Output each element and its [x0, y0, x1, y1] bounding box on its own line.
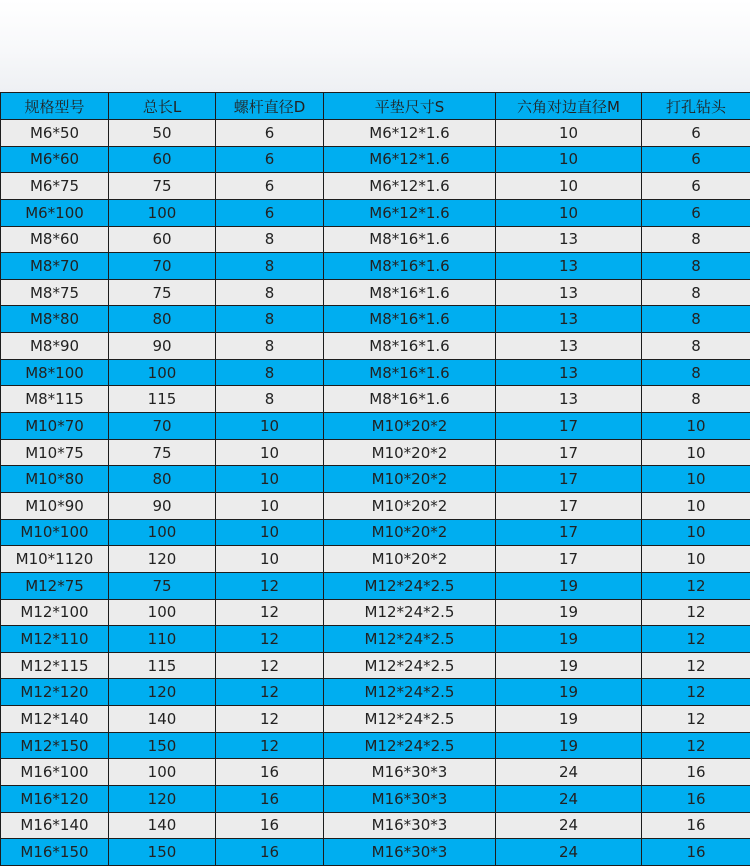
header-total-length: 总长L: [109, 93, 216, 120]
model-cell: M6*50: [1, 120, 109, 147]
model-cell: M8*80: [1, 306, 109, 333]
hex-width-cell: 10: [496, 173, 642, 200]
model-cell: M12*75: [1, 572, 109, 599]
total-length-cell: 75: [109, 439, 216, 466]
washer-size-cell: M12*24*2.5: [324, 732, 496, 759]
model-cell: M16*120: [1, 786, 109, 813]
table-row: [1, 146, 750, 173]
screw-diameter-cell: 16: [216, 839, 324, 866]
screw-diameter-cell: 6: [216, 199, 324, 226]
screw-diameter-cell: 8: [216, 386, 324, 413]
drill-bit-cell: 6: [642, 199, 750, 226]
table-row: [1, 279, 750, 306]
washer-size-cell: M6*12*1.6: [324, 199, 496, 226]
washer-size-cell: M10*20*2: [324, 466, 496, 493]
model-cell: M10*90: [1, 492, 109, 519]
screw-diameter-cell: 12: [216, 652, 324, 679]
washer-size-cell: M8*16*1.6: [324, 333, 496, 360]
drill-bit-cell: 8: [642, 359, 750, 386]
screw-diameter-cell: 10: [216, 413, 324, 440]
washer-size-cell: M8*16*1.6: [324, 359, 496, 386]
model-cell: M8*70: [1, 253, 109, 280]
drill-bit-cell: 12: [642, 706, 750, 733]
model-cell: M12*115: [1, 652, 109, 679]
total-length-cell: 50: [109, 120, 216, 147]
table-row: [1, 359, 750, 386]
model-cell: M16*140: [1, 812, 109, 839]
screw-diameter-cell: 12: [216, 679, 324, 706]
screw-diameter-cell: 16: [216, 759, 324, 786]
model-cell: M8*100: [1, 359, 109, 386]
drill-bit-cell: 10: [642, 546, 750, 573]
table-row: [1, 839, 750, 866]
drill-bit-cell: 6: [642, 120, 750, 147]
hex-width-cell: 13: [496, 253, 642, 280]
table-row: [1, 519, 750, 546]
model-cell: M16*100: [1, 759, 109, 786]
header-hex-width: 六角对边直径M: [496, 93, 642, 120]
total-length-cell: 150: [109, 839, 216, 866]
hex-width-cell: 19: [496, 572, 642, 599]
total-length-cell: 60: [109, 146, 216, 173]
screw-diameter-cell: 6: [216, 146, 324, 173]
table-row: [1, 253, 750, 280]
table-row: [1, 386, 750, 413]
total-length-cell: 75: [109, 173, 216, 200]
washer-size-cell: M12*24*2.5: [324, 706, 496, 733]
table-row: [1, 439, 750, 466]
table-row: [1, 333, 750, 360]
washer-size-cell: M12*24*2.5: [324, 572, 496, 599]
total-length-cell: 140: [109, 706, 216, 733]
total-length-cell: 120: [109, 786, 216, 813]
hex-width-cell: 19: [496, 732, 642, 759]
total-length-cell: 140: [109, 812, 216, 839]
table-row: [1, 413, 750, 440]
table-row: [1, 812, 750, 839]
screw-diameter-cell: 10: [216, 519, 324, 546]
washer-size-cell: M16*30*3: [324, 786, 496, 813]
screw-diameter-cell: 12: [216, 572, 324, 599]
model-cell: M16*150: [1, 839, 109, 866]
hex-width-cell: 19: [496, 706, 642, 733]
screw-diameter-cell: 16: [216, 786, 324, 813]
hex-width-cell: 10: [496, 120, 642, 147]
hex-width-cell: 13: [496, 359, 642, 386]
table-row: [1, 120, 750, 147]
drill-bit-cell: 12: [642, 652, 750, 679]
model-cell: M12*150: [1, 732, 109, 759]
screw-diameter-cell: 16: [216, 812, 324, 839]
hex-width-cell: 19: [496, 599, 642, 626]
drill-bit-cell: 16: [642, 839, 750, 866]
hex-width-cell: 17: [496, 439, 642, 466]
hex-width-cell: 19: [496, 626, 642, 653]
screw-diameter-cell: 10: [216, 492, 324, 519]
model-cell: M6*75: [1, 173, 109, 200]
screw-diameter-cell: 8: [216, 226, 324, 253]
header-row: [1, 93, 750, 120]
table-row: [1, 732, 750, 759]
drill-bit-cell: 10: [642, 439, 750, 466]
total-length-cell: 100: [109, 759, 216, 786]
header-screw-diameter: 螺杆直径D: [216, 93, 324, 120]
drill-bit-cell: 6: [642, 146, 750, 173]
hex-width-cell: 17: [496, 492, 642, 519]
model-cell: M12*140: [1, 706, 109, 733]
table-row: [1, 572, 750, 599]
total-length-cell: 80: [109, 466, 216, 493]
top-background-band: [0, 0, 750, 92]
total-length-cell: 110: [109, 626, 216, 653]
drill-bit-cell: 6: [642, 173, 750, 200]
screw-diameter-cell: 6: [216, 173, 324, 200]
washer-size-cell: M8*16*1.6: [324, 386, 496, 413]
total-length-cell: 60: [109, 226, 216, 253]
hex-width-cell: 24: [496, 759, 642, 786]
hex-width-cell: 19: [496, 679, 642, 706]
washer-size-cell: M12*24*2.5: [324, 599, 496, 626]
drill-bit-cell: 16: [642, 812, 750, 839]
screw-diameter-cell: 8: [216, 279, 324, 306]
drill-bit-cell: 8: [642, 306, 750, 333]
drill-bit-cell: 8: [642, 333, 750, 360]
hex-width-cell: 17: [496, 546, 642, 573]
total-length-cell: 115: [109, 386, 216, 413]
model-cell: M10*1120: [1, 546, 109, 573]
table-row: [1, 652, 750, 679]
washer-size-cell: M6*12*1.6: [324, 146, 496, 173]
model-cell: M6*100: [1, 199, 109, 226]
model-cell: M8*90: [1, 333, 109, 360]
total-length-cell: 100: [109, 199, 216, 226]
table-row: [1, 199, 750, 226]
screw-diameter-cell: 8: [216, 306, 324, 333]
washer-size-cell: M10*20*2: [324, 492, 496, 519]
hex-width-cell: 17: [496, 466, 642, 493]
spec-table-body: [1, 120, 750, 866]
table-row: [1, 466, 750, 493]
model-cell: M12*120: [1, 679, 109, 706]
screw-diameter-cell: 10: [216, 439, 324, 466]
screw-diameter-cell: 10: [216, 546, 324, 573]
total-length-cell: 70: [109, 253, 216, 280]
total-length-cell: 100: [109, 359, 216, 386]
washer-size-cell: M10*20*2: [324, 546, 496, 573]
hex-width-cell: 13: [496, 226, 642, 253]
total-length-cell: 100: [109, 599, 216, 626]
screw-diameter-cell: 8: [216, 253, 324, 280]
spec-table-header: [1, 93, 750, 120]
table-row: [1, 759, 750, 786]
screw-diameter-cell: 12: [216, 706, 324, 733]
drill-bit-cell: 12: [642, 599, 750, 626]
total-length-cell: 70: [109, 413, 216, 440]
hex-width-cell: 24: [496, 812, 642, 839]
hex-width-cell: 19: [496, 652, 642, 679]
table-row: [1, 786, 750, 813]
washer-size-cell: M10*20*2: [324, 413, 496, 440]
drill-bit-cell: 8: [642, 386, 750, 413]
hex-width-cell: 13: [496, 386, 642, 413]
screw-diameter-cell: 12: [216, 626, 324, 653]
total-length-cell: 150: [109, 732, 216, 759]
washer-size-cell: M10*20*2: [324, 439, 496, 466]
model-cell: M10*70: [1, 413, 109, 440]
hex-width-cell: 10: [496, 199, 642, 226]
washer-size-cell: M8*16*1.6: [324, 226, 496, 253]
screw-diameter-cell: 8: [216, 333, 324, 360]
washer-size-cell: M12*24*2.5: [324, 626, 496, 653]
screw-diameter-cell: 10: [216, 466, 324, 493]
drill-bit-cell: 12: [642, 732, 750, 759]
screw-diameter-cell: 6: [216, 120, 324, 147]
drill-bit-cell: 8: [642, 226, 750, 253]
drill-bit-cell: 10: [642, 413, 750, 440]
model-cell: M6*60: [1, 146, 109, 173]
washer-size-cell: M12*24*2.5: [324, 652, 496, 679]
total-length-cell: 75: [109, 572, 216, 599]
total-length-cell: 90: [109, 492, 216, 519]
washer-size-cell: M8*16*1.6: [324, 253, 496, 280]
drill-bit-cell: 16: [642, 759, 750, 786]
hex-width-cell: 17: [496, 413, 642, 440]
model-cell: M12*100: [1, 599, 109, 626]
washer-size-cell: M6*12*1.6: [324, 173, 496, 200]
table-row: [1, 546, 750, 573]
washer-size-cell: M8*16*1.6: [324, 306, 496, 333]
drill-bit-cell: 10: [642, 466, 750, 493]
table-row: [1, 626, 750, 653]
drill-bit-cell: 12: [642, 679, 750, 706]
hex-width-cell: 13: [496, 333, 642, 360]
drill-bit-cell: 8: [642, 279, 750, 306]
table-row: [1, 599, 750, 626]
drill-bit-cell: 12: [642, 626, 750, 653]
model-cell: M8*60: [1, 226, 109, 253]
header-washer-size: 平垫尺寸S: [324, 93, 496, 120]
total-length-cell: 90: [109, 333, 216, 360]
total-length-cell: 115: [109, 652, 216, 679]
hex-width-cell: 13: [496, 306, 642, 333]
model-cell: M10*80: [1, 466, 109, 493]
model-cell: M12*110: [1, 626, 109, 653]
washer-size-cell: M16*30*3: [324, 812, 496, 839]
model-cell: M10*100: [1, 519, 109, 546]
washer-size-cell: M6*12*1.6: [324, 120, 496, 147]
hex-width-cell: 10: [496, 146, 642, 173]
screw-diameter-cell: 8: [216, 359, 324, 386]
model-cell: M10*75: [1, 439, 109, 466]
model-cell: M8*75: [1, 279, 109, 306]
washer-size-cell: M8*16*1.6: [324, 279, 496, 306]
header-model: 规格型号: [1, 93, 109, 120]
table-row: [1, 706, 750, 733]
table-row: [1, 492, 750, 519]
washer-size-cell: M12*24*2.5: [324, 679, 496, 706]
table-row: [1, 306, 750, 333]
total-length-cell: 75: [109, 279, 216, 306]
washer-size-cell: M16*30*3: [324, 839, 496, 866]
hex-width-cell: 17: [496, 519, 642, 546]
table-row: [1, 679, 750, 706]
total-length-cell: 120: [109, 679, 216, 706]
spec-table: [0, 92, 750, 866]
drill-bit-cell: 16: [642, 786, 750, 813]
washer-size-cell: M16*30*3: [324, 759, 496, 786]
hex-width-cell: 13: [496, 279, 642, 306]
total-length-cell: 80: [109, 306, 216, 333]
screw-diameter-cell: 12: [216, 599, 324, 626]
table-row: [1, 226, 750, 253]
screw-diameter-cell: 12: [216, 732, 324, 759]
drill-bit-cell: 8: [642, 253, 750, 280]
total-length-cell: 100: [109, 519, 216, 546]
drill-bit-cell: 10: [642, 492, 750, 519]
header-drill-bit: 打孔钻头: [642, 93, 750, 120]
drill-bit-cell: 12: [642, 572, 750, 599]
total-length-cell: 120: [109, 546, 216, 573]
drill-bit-cell: 10: [642, 519, 750, 546]
washer-size-cell: M10*20*2: [324, 519, 496, 546]
table-row: [1, 173, 750, 200]
hex-width-cell: 24: [496, 786, 642, 813]
model-cell: M8*115: [1, 386, 109, 413]
hex-width-cell: 24: [496, 839, 642, 866]
